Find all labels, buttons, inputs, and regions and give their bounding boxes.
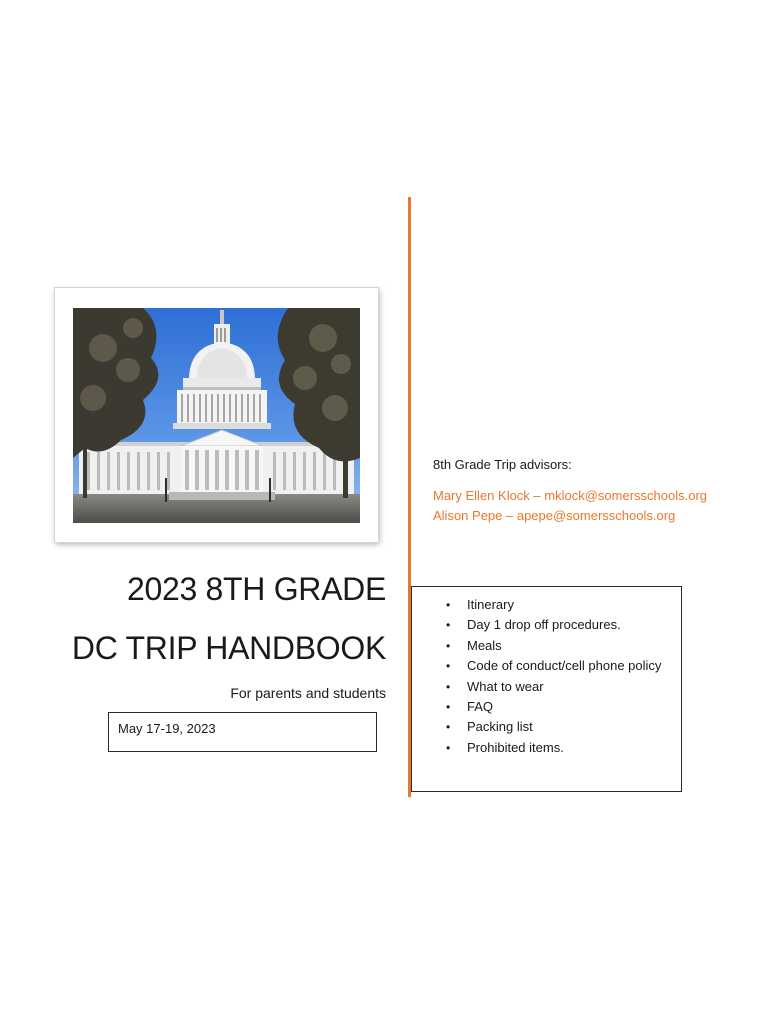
trip-dates: May 17-19, 2023 [118, 721, 216, 736]
bullet-icon: • [446, 659, 451, 674]
subtitle: For parents and students [230, 685, 386, 701]
list-item-label: Prohibited items. [467, 739, 564, 755]
capitol-building-image [73, 308, 360, 523]
bullet-icon: • [446, 720, 451, 735]
advisors-heading: 8th Grade Trip advisors: [433, 457, 572, 472]
bullet-icon: • [446, 700, 451, 715]
bullet-icon: • [446, 740, 451, 755]
list-item [412, 697, 681, 717]
advisor-contact: Mary Ellen Klock – mklock@somersschools.org [433, 488, 708, 503]
advisor-contact: Alison Pepe – apepe@somersschools.org [433, 508, 676, 523]
list-item [412, 615, 681, 635]
list-item-label: What to wear [467, 678, 544, 694]
bullet-icon: • [446, 598, 451, 612]
list-item [412, 656, 681, 676]
list-item-label: Code of conduct/cell phone policy [467, 658, 662, 674]
contents-list [412, 595, 681, 758]
bullet-icon: • [446, 618, 451, 633]
list-item-label: Day 1 drop off procedures. [467, 617, 621, 633]
list-item-label: Packing list [467, 719, 533, 735]
bullet-icon: • [446, 679, 451, 694]
capitol-photo-frame [55, 288, 378, 542]
bullet-icon: • [446, 638, 451, 653]
title-line-1: 2023 8TH GRADE [126, 571, 386, 607]
list-item [412, 717, 681, 737]
title-line-2: DC TRIP HANDBOOK [71, 630, 386, 666]
contents-box [411, 586, 682, 792]
list-item [412, 738, 681, 758]
list-item [412, 595, 681, 615]
list-item [412, 636, 681, 656]
list-item-label: Meals [467, 637, 502, 653]
list-item-label: FAQ [467, 699, 494, 715]
trip-dates-box [108, 712, 377, 752]
list-item [412, 677, 681, 697]
list-item-label: Itinerary [467, 597, 514, 612]
